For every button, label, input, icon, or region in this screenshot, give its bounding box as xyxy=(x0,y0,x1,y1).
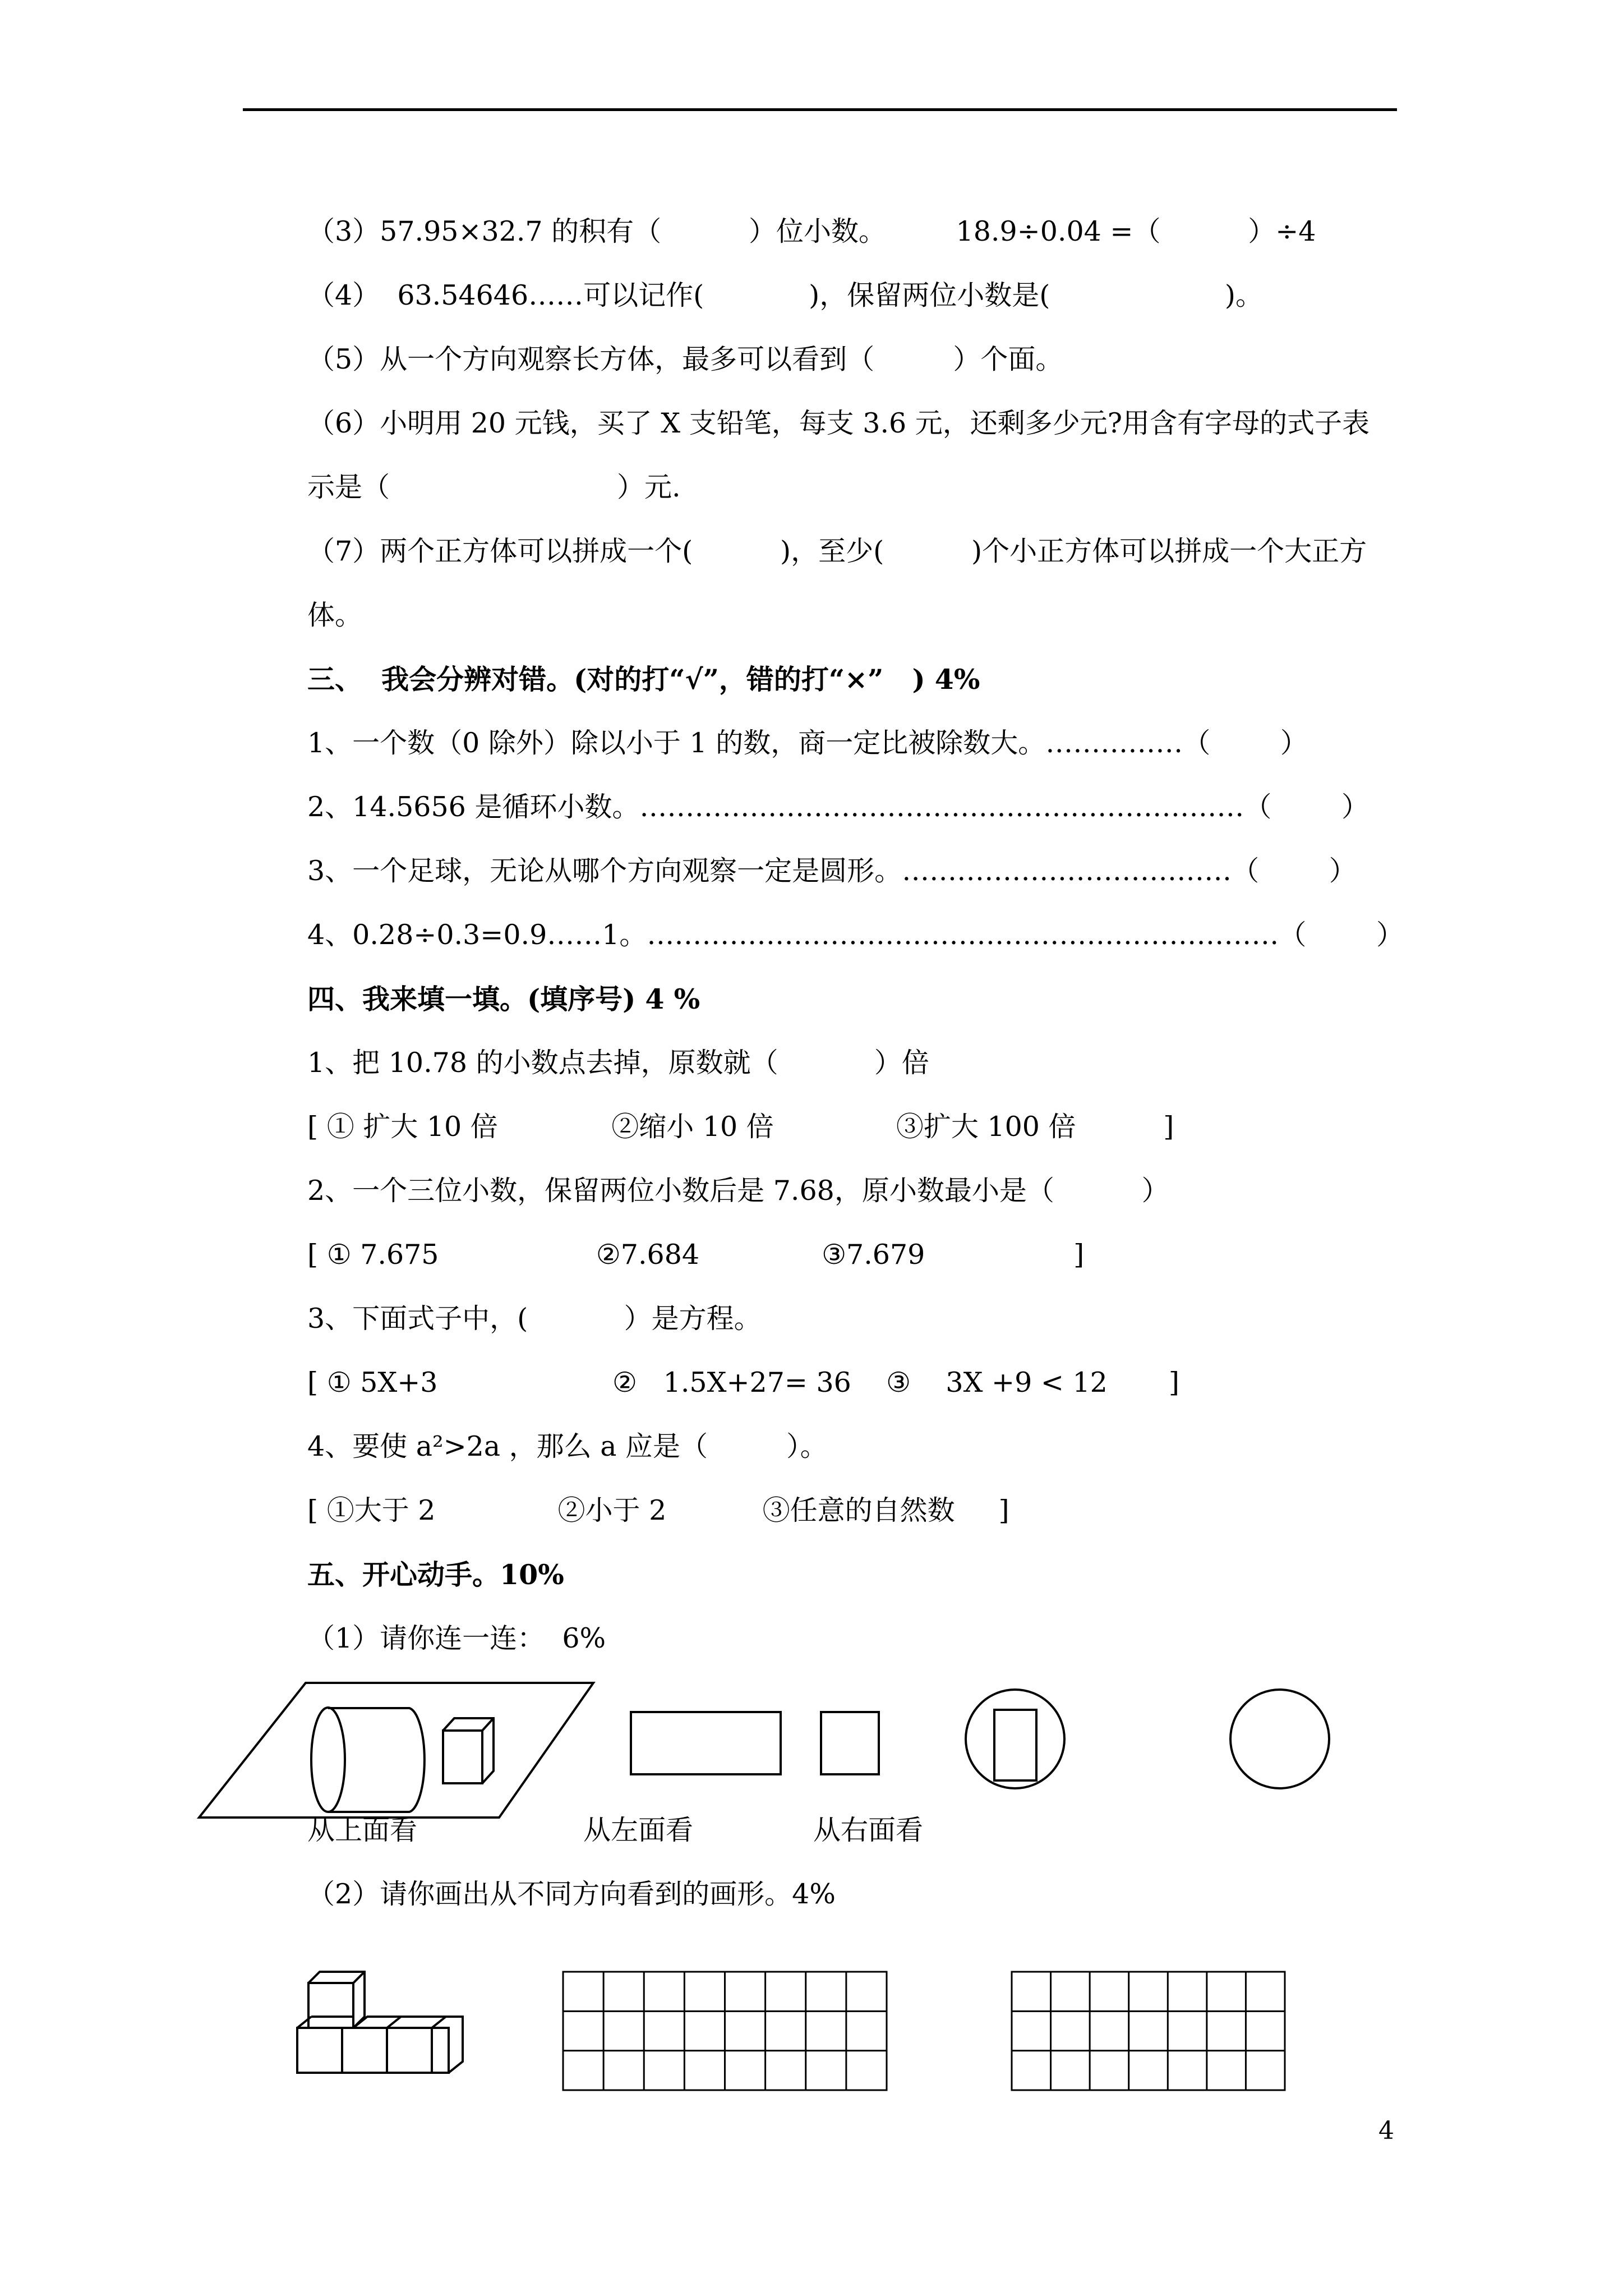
choice-options-2: [ ① 7.675 ②7.684 ③7.679 ] xyxy=(307,1239,1085,1271)
question-2-5: （5）从一个方向观察长方体，最多可以看到（ ）个面。 xyxy=(307,343,1063,375)
view-label-right: 从右面看 xyxy=(813,1814,924,1846)
drawing-grid-2 xyxy=(1012,1972,1285,2090)
judge-item-2: 2、14.5656 是循环小数。…………………………………………………………（ ） xyxy=(307,791,1369,823)
judge-item-4: 4、0.28÷0.3=0.9……1。……………………………………………………………（ ） xyxy=(307,919,1404,951)
view-label-top: 从上面看 xyxy=(307,1814,418,1846)
question-2-6-line2: 示是（ ）元. xyxy=(307,471,681,503)
judge-item-3: 3、一个足球，无论从哪个方向观察一定是圆形。………………………………（ ） xyxy=(307,855,1357,887)
section-3-heading: 三、 我会分辨对错。(对的打“√”，错的打“×” ) 4% xyxy=(307,663,980,696)
choice-question-4: 4、要使 a²>2a ，那么 a 应是（ ）。 xyxy=(307,1430,828,1462)
drawing-grid-1 xyxy=(563,1972,887,2090)
sub-question-1: （1）请你连一连： 6% xyxy=(307,1622,606,1654)
choice-question-1: 1、把 10.78 的小数点去掉，原数就（ ）倍 xyxy=(307,1047,929,1079)
sub-question-2: （2）请你画出从不同方向看到的画形。4% xyxy=(307,1878,836,1910)
view-label-left: 从左面看 xyxy=(583,1814,694,1846)
question-2-7-line1: （7）两个正方体可以拼成一个( )，至少( )个小正方体可以拼成一个大正方 xyxy=(307,535,1367,567)
choice-question-2: 2、一个三位小数，保留两位小数后是 7.68，原小数最小是（ ） xyxy=(307,1175,1169,1207)
choice-options-1: [ ① 扩大 10 倍 ②缩小 10 倍 ③扩大 100 倍 ] xyxy=(307,1111,1174,1143)
judge-item-1: 1、一个数（0 除外）除以小于 1 的数，商一定比被除数大。……………（ ） xyxy=(307,727,1308,759)
section-5-heading: 五、开心动手。10% xyxy=(307,1558,564,1591)
choice-options-3: [ ① 5X+3 ② 1.5X+27= 36 ③ 3X +9 < 12 ] xyxy=(307,1366,1179,1398)
question-2-6-line1: （6）小明用 20 元钱，买了 X 支铅笔，每支 3.6 元，还剩多少元?用含有字母的式子表 xyxy=(307,407,1370,439)
page-number: 4 xyxy=(1378,2116,1394,2145)
question-2-3: （3）57.95×32.7 的积有（ ）位小数。 18.9÷0.04 =（ ）÷4 xyxy=(307,215,1316,247)
choice-options-4: [ ①大于 2 ②小于 2 ③任意的自然数 ] xyxy=(307,1494,1009,1526)
question-2-7-line2: 体。 xyxy=(307,599,363,631)
choice-question-3: 3、下面式子中，( ）是方程。 xyxy=(307,1303,762,1335)
section-4-heading: 四、我来填一填。(填序号) 4 % xyxy=(307,983,700,1015)
question-2-4: （4） 63.54646……可以记作( )，保留两位小数是( )。 xyxy=(307,279,1264,311)
